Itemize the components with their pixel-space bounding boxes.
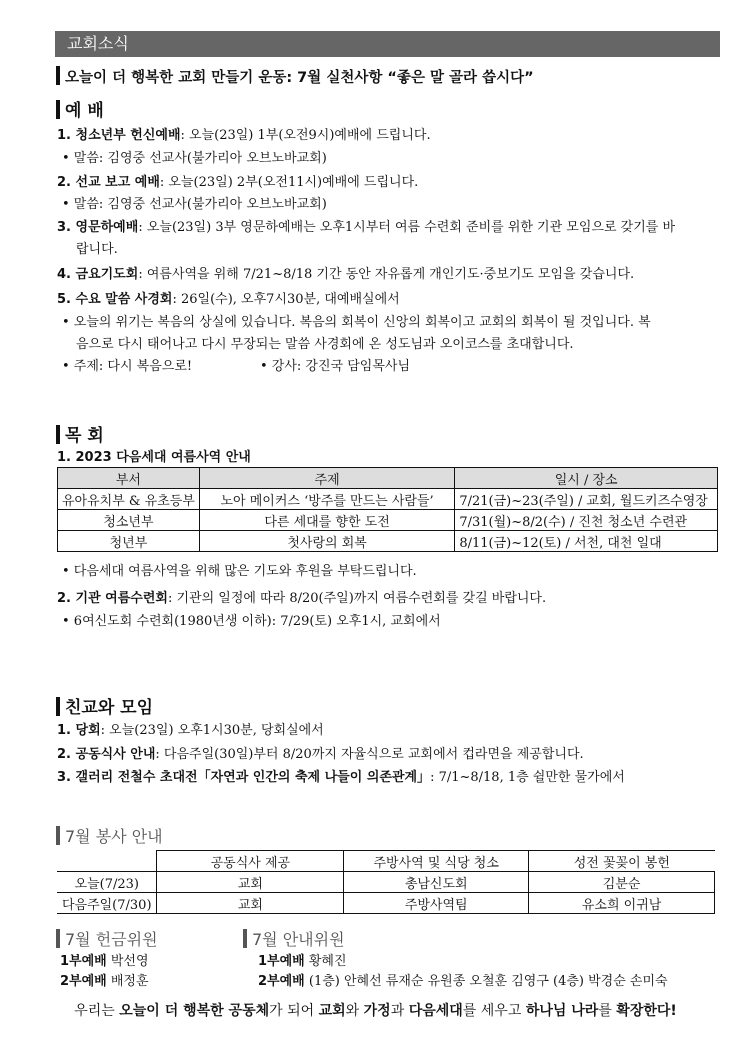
- heading-bar: [56, 425, 60, 444]
- table-cell: 첫사랑의 회복: [199, 531, 454, 552]
- table-header-row: [58, 468, 718, 489]
- summer-ministry-table: [57, 467, 718, 552]
- table-cell: 총남신도회: [344, 872, 529, 893]
- ushers-row-2: 2부예배 (1층) 안혜선 류재순 유원종 오철훈 김영구 (4층) 박경순 손미숙: [258, 974, 668, 989]
- ministry-item-1: 1. 2023 다음세대 여름사역 안내: [57, 450, 251, 465]
- worship-theme: • 주제: 다시 복음으로!: [62, 359, 193, 374]
- heading-bar: [56, 826, 60, 845]
- table-header: 부서: [58, 468, 200, 489]
- section-heading-ushers: 7월 안내위원: [243, 927, 345, 950]
- fellowship-item-3: 3. 갤러리 전철수 초대전「자연과 인간의 축제 나들이 의존관계」: 7/1~8/18, 1층 쉴만한 물가에서: [57, 770, 625, 785]
- worship-bullet-2: • 말씀: 김영중 선교사(불가리아 오브노바교회): [62, 197, 327, 212]
- fellowship-item-1: 1. 당회: 오늘(23일) 오후1시30분, 당회실에서: [57, 723, 324, 738]
- worship-bullet-1: • 말씀: 김영중 선교사(불가리아 오브노바교회): [62, 151, 327, 166]
- table-cell: 다른 세대를 향한 도전: [199, 510, 454, 531]
- table-header: [57, 851, 157, 872]
- page-title: 교회소식: [55, 31, 720, 57]
- table-cell: 교회: [157, 893, 344, 914]
- heading-bar: [56, 100, 60, 119]
- campaign-heading: 오늘이 더 행복한 교회 만들기 운동: 7월 실천사항 “좋은 말 골라 씁시다”: [56, 66, 534, 87]
- worship-item-3-cont: 랍니다.: [76, 242, 118, 257]
- worship-item-4: 4. 금요기도회: 여름사역을 위해 7/21~8/18 기간 동안 자유롭게 개인기도·중보기도 모임을 갖습니다.: [57, 267, 635, 282]
- table-cell: 다음주일(7/30): [57, 893, 157, 914]
- worship-item-1: 1. 청소년부 헌신예배: 오늘(23일) 1부(오전9시)예배에 드립니다.: [57, 128, 431, 143]
- section-heading-service: 7월 봉사 안내: [56, 824, 163, 847]
- section-heading-ministry: 목 회: [56, 421, 104, 446]
- table-cell: 유아유치부 & 유초등부: [58, 489, 200, 510]
- worship-bullet-long-1: • 오늘의 위기는 복음의 상실에 있습니다. 복음의 회복이 신앙의 회복이고 교회의 회복이 될 것입니다. 복: [62, 315, 651, 330]
- table-cell: 주방사역팀: [344, 893, 529, 914]
- section-heading-worship: 예 배: [56, 96, 104, 121]
- worship-speaker: • 강사: 강진국 담임목사님: [260, 359, 411, 374]
- table-cell: 오늘(7/23): [57, 872, 157, 893]
- table-header: 주방사역 및 식당 청소: [344, 851, 529, 872]
- ministry-item-2: 2. 기관 여름수련회: 기관의 일정에 따라 8/20(주일)까지 여름수련회를 갖길 바랍니다.: [57, 591, 547, 606]
- heading-bar: [243, 929, 247, 948]
- table-row: [57, 893, 715, 914]
- table-header: 주제: [199, 468, 454, 489]
- worship-item-2: 2. 선교 보고 예배: 오늘(23일) 2부(오전11시)예배에 드립니다.: [57, 175, 419, 190]
- offering-row-1: 1부예배 박선영: [60, 954, 149, 969]
- table-cell: 유소희 이귀남: [529, 893, 715, 914]
- table-row: [58, 489, 718, 510]
- heading-bar: [56, 66, 60, 85]
- table-row: [58, 531, 718, 552]
- table-header: 공동식사 제공: [157, 851, 344, 872]
- table-header: 성전 꽃꽂이 봉헌: [529, 851, 715, 872]
- worship-item-5: 5. 수요 말씀 사경회: 26일(수), 오후7시30분, 대예배실에서: [57, 292, 400, 307]
- table-row: [58, 510, 718, 531]
- worship-bullet-long-2: 음으로 다시 태어나고 다시 무장되는 말씀 사경회에 온 성도님과 오이코스를 초대합니다.: [76, 337, 574, 352]
- ministry-bullet-1: • 다음세대 여름사역을 위해 많은 기도와 후원을 부탁드립니다.: [62, 564, 417, 579]
- table-header: 일시 / 장소: [455, 468, 718, 489]
- heading-bar: [56, 697, 60, 716]
- section-heading-fellowship: 친교와 모임: [56, 693, 153, 718]
- fellowship-item-2: 2. 공동식사 안내: 다음주일(30일)부터 8/20까지 자율식으로 교회에서 컵라면을 제공합니다.: [57, 747, 584, 762]
- worship-item-3: 3. 영문하예배: 오늘(23일) 3부 영문하예배는 오후1시부터 여름 수련회 준비를 위한 기관 모임으로 갖기를 바: [57, 220, 676, 235]
- offering-row-2: 2부예배 배정훈: [60, 974, 149, 989]
- table-cell: 노아 메이커스 ‘방주를 만드는 사람들’: [199, 489, 454, 510]
- table-cell: 청소년부: [58, 510, 200, 531]
- ministry-bullet-2: • 6여신도회 수련회(1980년생 이하): 7/29(토) 오후1시, 교회에서: [62, 614, 441, 629]
- table-cell: 김분순: [529, 872, 715, 893]
- ushers-row-1: 1부예배 황혜진: [258, 954, 347, 969]
- table-header-row: [57, 851, 715, 872]
- heading-bar: [56, 929, 60, 948]
- table-cell: 교회: [157, 872, 344, 893]
- service-table: [57, 850, 715, 914]
- table-row: [57, 872, 715, 893]
- table-cell: 8/11(금)~12(토) / 서천, 대천 일대: [455, 531, 718, 552]
- table-cell: 청년부: [58, 531, 200, 552]
- table-cell: 7/21(금)~23(주일) / 교회, 월드키즈수영장: [455, 489, 718, 510]
- section-heading-offering: 7월 헌금위원: [56, 927, 158, 950]
- church-motto: 우리는 오늘이 더 행복한 공동체가 되어 교회와 가정과 다음세대를 세우고 하나님 나라를 확장한다!: [74, 1003, 677, 1019]
- table-cell: 7/31(월)~8/2(수) / 진천 청소년 수련관: [455, 510, 718, 531]
